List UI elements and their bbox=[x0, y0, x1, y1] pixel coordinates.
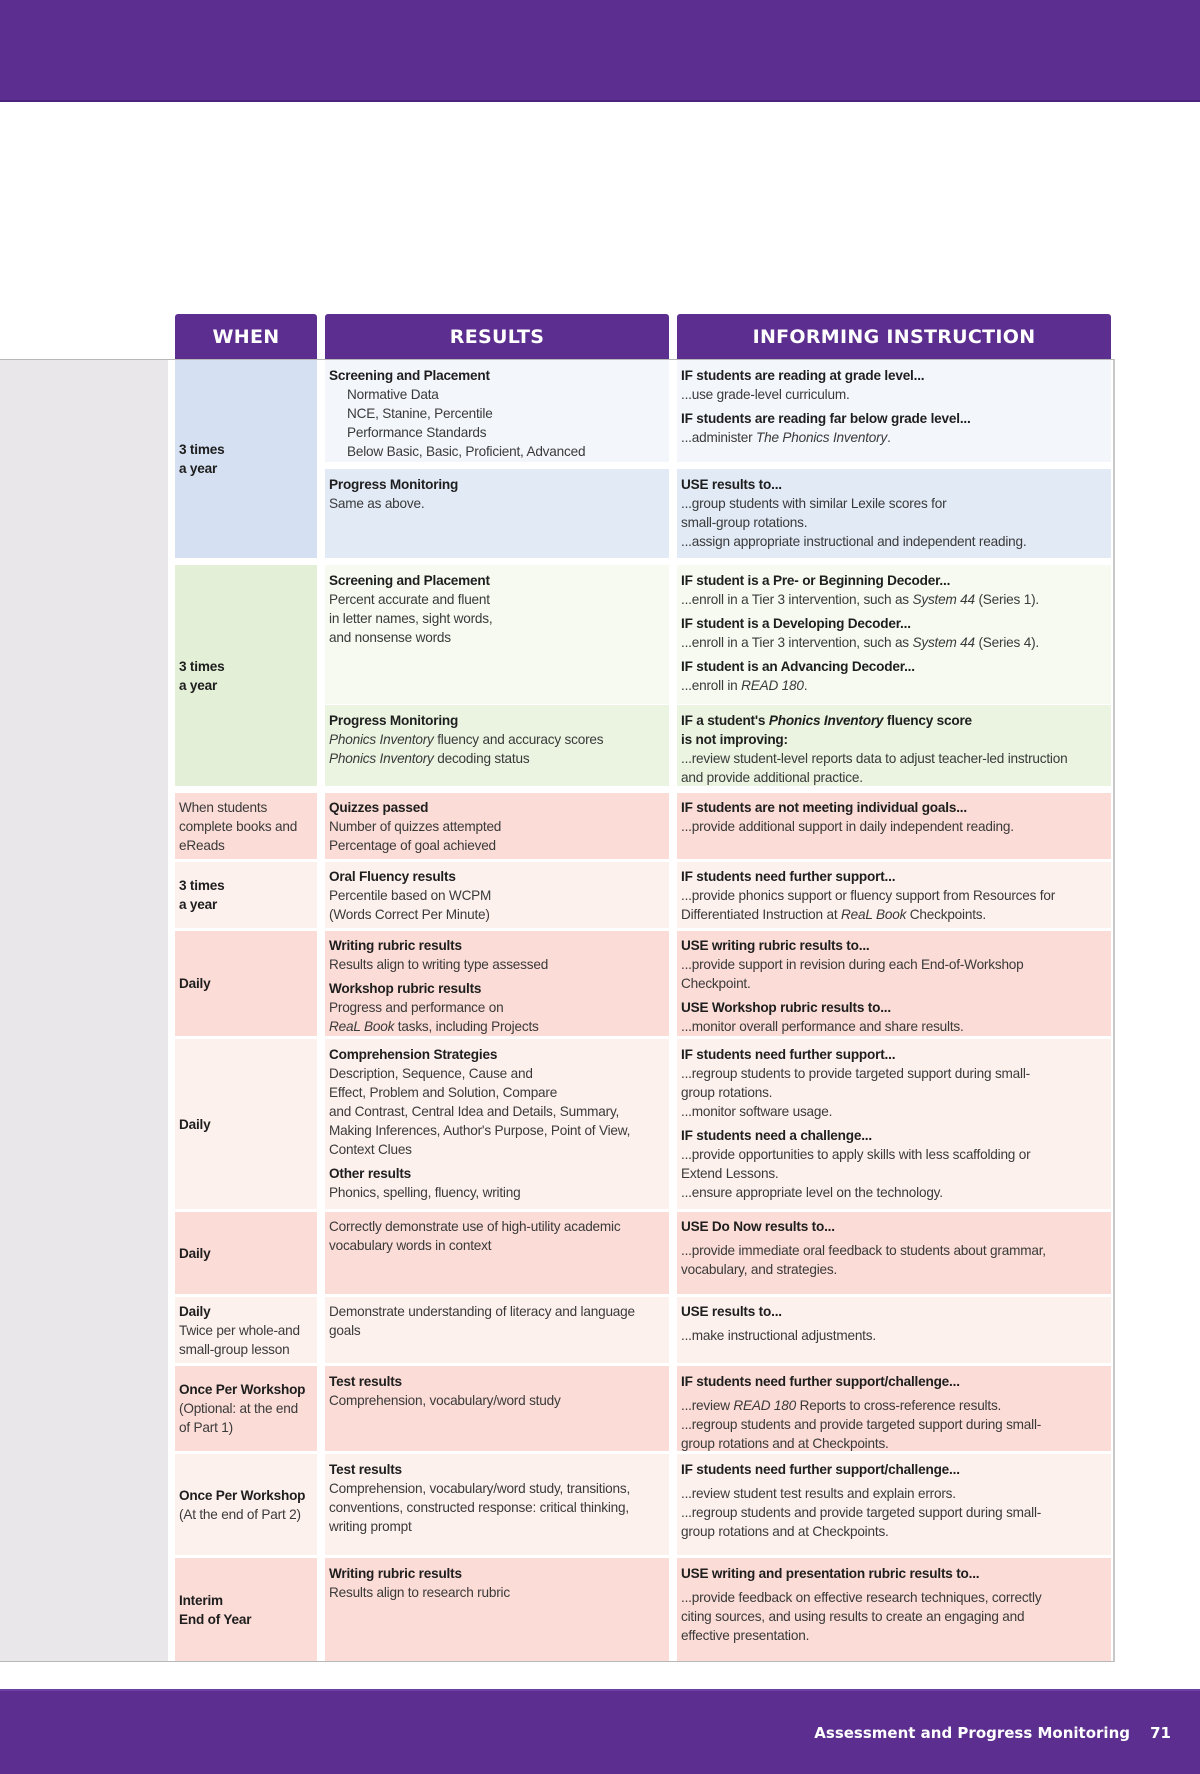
when-cell bbox=[175, 1558, 317, 1661]
instruction-title: USE results to... bbox=[681, 477, 782, 492]
instruction-line: ...provide opportunities to apply skills with less scaffolding or bbox=[681, 1147, 1031, 1162]
result-line: goals bbox=[329, 1323, 361, 1338]
instruction-title: USE Do Now results to... bbox=[681, 1219, 835, 1234]
when-text: Daily bbox=[179, 976, 211, 991]
instruction-line: ...regroup students to provide targeted support during small- bbox=[681, 1066, 1030, 1081]
results-cell bbox=[325, 862, 669, 928]
result-line: (Words Correct Per Minute) bbox=[329, 907, 490, 922]
when-text: When students bbox=[179, 800, 268, 815]
results-cell bbox=[325, 1039, 669, 1209]
instruction-line: ...review student-level reports data to adjust teacher-led instruction bbox=[681, 751, 1068, 766]
results-cell bbox=[325, 1454, 669, 1555]
result-title: Progress Monitoring bbox=[329, 477, 459, 492]
result-line: Description, Sequence, Cause and bbox=[329, 1066, 533, 1081]
result-line: Results align to writing type assessed bbox=[329, 957, 549, 972]
when-cell bbox=[175, 565, 317, 786]
result-line: Phonics, spelling, fluency, writing bbox=[329, 1185, 521, 1200]
result-line: conventions, constructed response: critical thinking, bbox=[329, 1500, 629, 1515]
result-line: and Contrast, Central Idea and Details, Summary, bbox=[329, 1104, 620, 1119]
result-title: Comprehension Strategies bbox=[329, 1047, 498, 1062]
instruction-line: ...use grade-level curriculum. bbox=[681, 387, 850, 402]
instruction-line: ...group students with similar Lexile scores for bbox=[681, 496, 947, 511]
when-cell bbox=[175, 1454, 317, 1555]
instruction-line: ...regroup students and provide targeted support during small- bbox=[681, 1417, 1042, 1432]
result-title: Screening and Placement bbox=[329, 573, 490, 588]
result-title: Oral Fluency results bbox=[329, 869, 456, 884]
when-title: Once Per Workshop bbox=[179, 1382, 306, 1397]
instruction-line: ...make instructional adjustments. bbox=[681, 1328, 876, 1343]
instruction-cell bbox=[677, 793, 1111, 859]
instruction-title: IF students are reading far below grade level... bbox=[681, 411, 971, 426]
when-text: (Optional: at the end bbox=[179, 1401, 298, 1416]
results-cell bbox=[325, 469, 669, 558]
result-title: Progress Monitoring bbox=[329, 713, 459, 728]
instruction-title: is not improving: bbox=[681, 732, 788, 747]
result-title: Writing rubric results bbox=[329, 938, 462, 953]
instruction-title: IF a student's Phonics Inventory fluency score bbox=[681, 713, 972, 728]
instruction-cell bbox=[677, 1039, 1111, 1209]
instruction-line: small-group rotations. bbox=[681, 515, 808, 530]
when-title: Once Per Workshop bbox=[179, 1487, 306, 1503]
instruction-title: IF students need further support/challenge... bbox=[681, 1374, 960, 1389]
result-line: Results align to research rubric bbox=[329, 1585, 510, 1600]
when-text: Interim bbox=[179, 1592, 223, 1608]
instruction-title: IF students are reading at grade level... bbox=[681, 368, 925, 383]
instruction-line: citing sources, and using results to create an engaging and bbox=[681, 1609, 1025, 1624]
left-margin-panel bbox=[0, 359, 168, 1662]
result-line: Making Inferences, Author's Purpose, Point of View, bbox=[329, 1123, 631, 1138]
instruction-title: IF students need further support... bbox=[681, 1047, 896, 1062]
instruction-title: IF students need further support/challenge... bbox=[681, 1462, 960, 1477]
when-cell bbox=[175, 1039, 317, 1209]
instruction-line: ...enroll in a Tier 3 intervention, such as System 44 (Series 1). bbox=[681, 592, 1039, 607]
top-banner bbox=[0, 0, 1200, 102]
instruction-title: USE writing and presentation rubric results to... bbox=[681, 1566, 980, 1581]
result-line: Effect, Problem and Solution, Compare bbox=[329, 1085, 558, 1100]
result-line: Progress and performance on bbox=[329, 1000, 504, 1015]
results-cell bbox=[325, 565, 669, 704]
instruction-line: ...provide immediate oral feedback to students about grammar, bbox=[681, 1243, 1046, 1258]
when-text: small-group lesson bbox=[179, 1342, 290, 1357]
instruction-cell bbox=[677, 469, 1111, 558]
instruction-line: ...monitor overall performance and share results. bbox=[681, 1019, 964, 1034]
result-line: Correctly demonstrate use of high-utility academic bbox=[329, 1219, 621, 1234]
result-line: Percentage of goal achieved bbox=[329, 838, 496, 853]
result-line: Context Clues bbox=[329, 1142, 412, 1157]
instruction-line: Differentiated Instruction at ReaL Book Checkpoints. bbox=[681, 907, 986, 922]
when-text: a year bbox=[179, 677, 218, 693]
instruction-title: USE results to... bbox=[681, 1304, 782, 1319]
instruction-line: vocabulary, and strategies. bbox=[681, 1262, 838, 1277]
result-title: Other results bbox=[329, 1166, 412, 1181]
instruction-cell bbox=[677, 565, 1111, 704]
result-line: writing prompt bbox=[329, 1519, 412, 1534]
when-text: 3 times bbox=[179, 658, 225, 674]
instruction-line: Extend Lessons. bbox=[681, 1166, 779, 1181]
results-cell bbox=[325, 1558, 669, 1661]
result-line: NCE, Stanine, Percentile bbox=[347, 406, 493, 421]
result-line: vocabulary words in context bbox=[329, 1238, 492, 1253]
instruction-line: ...administer The Phonics Inventory. bbox=[681, 430, 891, 445]
results-cell bbox=[325, 1212, 669, 1294]
results-cell bbox=[325, 931, 669, 1036]
when-text: (At the end of Part 2) bbox=[179, 1506, 301, 1522]
when-cell bbox=[175, 793, 317, 859]
result-line: Normative Data bbox=[347, 387, 439, 402]
instruction-line: Checkpoint. bbox=[681, 976, 751, 991]
instruction-line: group rotations. bbox=[681, 1085, 773, 1100]
when-cell bbox=[175, 360, 317, 558]
instruction-line: ...review READ 180 Reports to cross-reference results. bbox=[681, 1398, 1002, 1413]
results-cell bbox=[325, 360, 669, 462]
when-text: 3 times bbox=[179, 442, 225, 457]
instruction-cell bbox=[677, 931, 1111, 1036]
instruction-line: ...enroll in a Tier 3 intervention, such as System 44 (Series 4). bbox=[681, 635, 1039, 650]
when-cell bbox=[175, 1297, 317, 1363]
when-cell bbox=[175, 931, 317, 1036]
footer-section-title: Assessment and Progress Monitoring bbox=[814, 1724, 1130, 1742]
result-title: Test results bbox=[329, 1462, 402, 1477]
result-line: Percent accurate and fluent bbox=[329, 592, 490, 607]
instruction-cell bbox=[677, 705, 1111, 786]
when-text: 3 times bbox=[179, 878, 225, 893]
when-text: Twice per whole-and bbox=[179, 1323, 300, 1338]
instruction-title: IF student is an Advancing Decoder... bbox=[681, 659, 915, 674]
instruction-cell bbox=[677, 1558, 1111, 1661]
when-text: a year bbox=[179, 897, 218, 912]
result-line: ReaL Book tasks, including Projects bbox=[329, 1019, 539, 1034]
instruction-title: IF students are not meeting individual goals... bbox=[681, 800, 967, 815]
instruction-line: ...assign appropriate instructional and independent reading. bbox=[681, 534, 1027, 549]
instruction-cell bbox=[677, 1212, 1111, 1294]
instruction-title: USE Workshop rubric results to... bbox=[681, 1000, 891, 1015]
result-line: Percentile based on WCPM bbox=[329, 888, 492, 903]
when-cell bbox=[175, 1366, 317, 1451]
column-header-when: WHEN bbox=[175, 314, 317, 359]
result-line: and nonsense words bbox=[329, 630, 451, 645]
instruction-title: IF student is a Pre- or Beginning Decoder... bbox=[681, 573, 951, 588]
results-cell bbox=[325, 1366, 669, 1451]
when-text: Daily bbox=[179, 1116, 211, 1132]
result-line: Same as above. bbox=[329, 496, 425, 511]
page-number: 71 bbox=[1150, 1724, 1171, 1742]
result-line: Comprehension, vocabulary/word study bbox=[329, 1393, 561, 1408]
result-line: Phonics Inventory fluency and accuracy scores bbox=[329, 732, 604, 747]
instruction-line: ...monitor software usage. bbox=[681, 1104, 833, 1119]
when-title: Daily bbox=[179, 1304, 211, 1319]
result-line: Comprehension, vocabulary/word study, transitions, bbox=[329, 1481, 631, 1496]
instruction-line: ...provide support in revision during each End-of-Workshop bbox=[681, 957, 1024, 972]
result-line: Demonstrate understanding of literacy and language bbox=[329, 1304, 635, 1319]
results-cell bbox=[325, 1297, 669, 1363]
when-cell bbox=[175, 1212, 317, 1294]
instruction-line: ...ensure appropriate level on the technology. bbox=[681, 1185, 943, 1200]
instruction-cell bbox=[677, 1366, 1111, 1451]
result-title: Test results bbox=[329, 1374, 402, 1389]
result-line: Performance Standards bbox=[347, 425, 487, 440]
instruction-title: IF students need a challenge... bbox=[681, 1128, 872, 1143]
instruction-cell bbox=[677, 862, 1111, 928]
when-text: complete books and bbox=[179, 819, 298, 834]
result-line: Below Basic, Basic, Proficient, Advanced bbox=[347, 444, 586, 459]
result-title: Quizzes passed bbox=[329, 800, 429, 815]
result-line: Number of quizzes attempted bbox=[329, 819, 502, 834]
instruction-line: ...regroup students and provide targeted support during small- bbox=[681, 1505, 1042, 1520]
instruction-line: ...provide phonics support or fluency support from Resources for bbox=[681, 888, 1056, 903]
instruction-line: group rotations and at Checkpoints. bbox=[681, 1524, 889, 1539]
instruction-line: and provide additional practice. bbox=[681, 770, 863, 785]
when-text: Daily bbox=[179, 1245, 211, 1261]
when-cell bbox=[175, 862, 317, 928]
instruction-line: ...provide additional support in daily independent reading. bbox=[681, 819, 1014, 834]
result-title: Workshop rubric results bbox=[329, 981, 482, 996]
column-header-results: RESULTS bbox=[325, 314, 669, 359]
results-cell bbox=[325, 793, 669, 859]
when-text: eReads bbox=[179, 838, 225, 853]
instruction-line: group rotations and at Checkpoints. bbox=[681, 1436, 889, 1451]
instruction-line: effective presentation. bbox=[681, 1628, 810, 1643]
instruction-line: ...review student test results and explain errors. bbox=[681, 1486, 956, 1501]
instruction-line: ...enroll in READ 180. bbox=[681, 678, 808, 693]
instruction-title: IF student is a Developing Decoder... bbox=[681, 616, 911, 631]
instruction-cell bbox=[677, 1454, 1111, 1555]
instruction-line: ...provide feedback on effective research techniques, correctly bbox=[681, 1590, 1042, 1605]
result-line: Phonics Inventory decoding status bbox=[329, 751, 530, 766]
instruction-cell bbox=[677, 1297, 1111, 1363]
result-line: in letter names, sight words, bbox=[329, 611, 493, 626]
instruction-title: IF students need further support... bbox=[681, 869, 896, 884]
result-title: Writing rubric results bbox=[329, 1566, 462, 1581]
when-text: a year bbox=[179, 461, 218, 476]
column-header-informing-instruction: INFORMING INSTRUCTION bbox=[677, 314, 1111, 359]
results-cell bbox=[325, 705, 669, 786]
when-text: End of Year bbox=[179, 1611, 252, 1627]
instruction-title: USE writing rubric results to... bbox=[681, 938, 870, 953]
instruction-cell bbox=[677, 360, 1111, 462]
when-text: of Part 1) bbox=[179, 1420, 233, 1435]
result-title: Screening and Placement bbox=[329, 368, 490, 383]
